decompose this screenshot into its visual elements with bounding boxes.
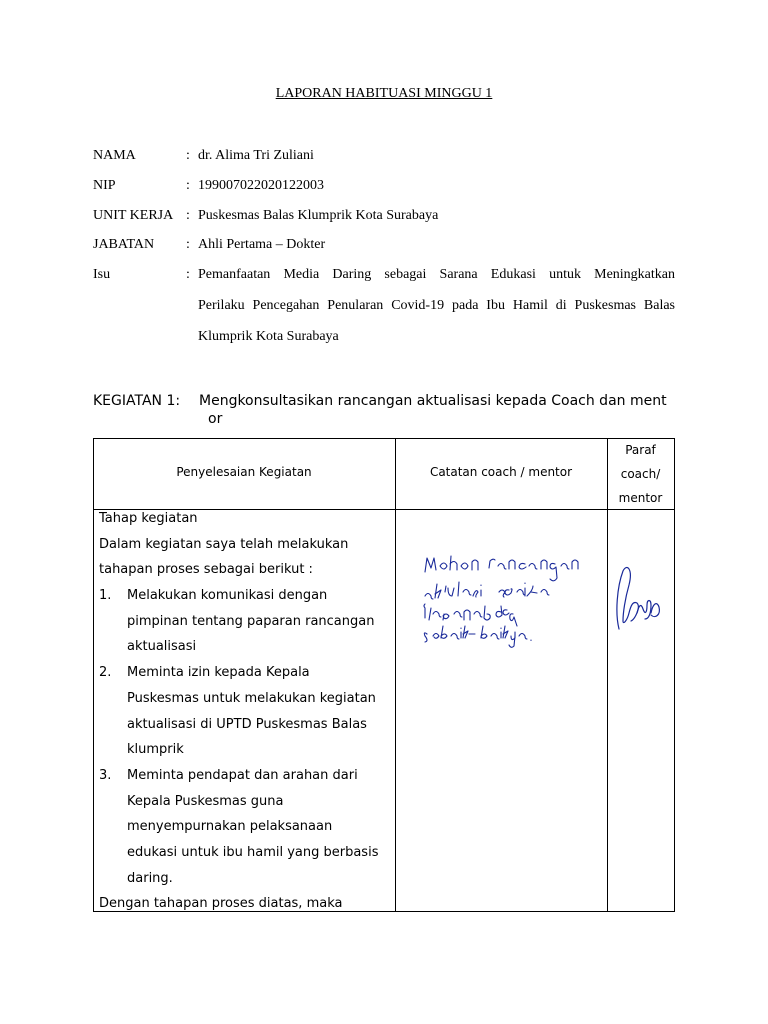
table-border xyxy=(395,438,396,912)
header-paraf-line: mentor xyxy=(618,491,663,505)
activity-table xyxy=(93,438,675,912)
kegiatan-title-continued: or xyxy=(208,411,223,427)
list-item-continued: Puskesmas untuk melakukan kegiatan xyxy=(127,690,376,706)
field-colon: : xyxy=(186,208,190,223)
field-value: dr. Alima Tri Zuliani xyxy=(198,148,314,163)
penyelesaian-text xyxy=(99,506,391,917)
body-line: tahapan proses sebagai berikut : xyxy=(99,562,313,578)
header-penyelesaian: Penyelesaian Kegiatan xyxy=(176,465,312,479)
list-item-continued: aktualisasi xyxy=(127,639,197,655)
kegiatan-title: Mengkonsultasikan rancangan aktualisasi kepada Coach dan ment xyxy=(199,393,667,409)
header-paraf xyxy=(607,438,674,510)
signature xyxy=(611,563,671,633)
field-label: NIP xyxy=(93,178,116,193)
field-label: JABATAN xyxy=(93,237,155,252)
isu-line: Perilaku Pencegahan Penularan Covid-19 pada Ibu Hamil di Puskesmas Balas xyxy=(198,298,675,313)
header-paraf-line: coach/ xyxy=(620,467,661,481)
field-value: Ahli Pertama – Dokter xyxy=(198,237,326,252)
list-text: Melakukan komunikasi dengan xyxy=(127,588,328,604)
field-label: Isu xyxy=(93,267,111,282)
table-border xyxy=(93,438,675,439)
list-number: 3. xyxy=(99,767,112,783)
list-item-continued: pimpinan tentang paparan rancangan xyxy=(127,613,375,629)
kegiatan-label: KEGIATAN 1: xyxy=(93,393,181,409)
body-line: Tahap kegiatan xyxy=(99,511,198,526)
body-line: Dalam kegiatan saya telah melakukan xyxy=(99,536,349,552)
field-value: Puskesmas Balas Klumprik Kota Surabaya xyxy=(198,208,439,223)
header-catatan: Catatan coach / mentor xyxy=(429,465,573,479)
table-border xyxy=(93,438,94,912)
list-item-continued: aktualisasi di UPTD Puskesmas Balas xyxy=(127,716,367,732)
list-item xyxy=(99,583,391,609)
field-colon: : xyxy=(186,267,190,282)
list-item xyxy=(99,660,391,686)
list-number: 2. xyxy=(99,665,112,681)
list-item-continued: menyempurnakan pelaksanaan xyxy=(127,819,333,835)
field-colon: : xyxy=(186,237,190,252)
list-item-continued: Kepala Puskesmas guna xyxy=(127,793,284,809)
field-colon: : xyxy=(186,148,190,163)
list-item-continued: edukasi untuk ibu hamil yang berbasis xyxy=(127,844,379,860)
list-text: Meminta pendapat dan arahan dari xyxy=(127,767,358,783)
field-value: 199007022020122003 xyxy=(198,178,324,193)
isu-line: Klumprik Kota Surabaya xyxy=(198,329,339,344)
list-item xyxy=(99,763,391,789)
list-number: 1. xyxy=(99,588,112,604)
field-colon: : xyxy=(186,178,190,193)
isu-line: Pemanfaatan Media Daring sebagai Sarana Edukasi untuk Meningkatkan xyxy=(198,267,675,282)
field-label: UNIT KERJA xyxy=(93,208,174,223)
table-border xyxy=(674,438,675,912)
field-label: NAMA xyxy=(93,148,136,163)
list-item-continued: daring. xyxy=(127,870,173,886)
closing-line: Dengan tahapan proses diatas, maka xyxy=(99,896,343,912)
handwritten-note xyxy=(421,548,581,658)
list-text: Meminta izin kepada Kepala xyxy=(127,665,310,681)
list-item-continued: klumprik xyxy=(127,742,184,758)
report-title: LAPORAN HABITUASI MINGGU 1 xyxy=(275,86,493,101)
header-paraf-line: Paraf xyxy=(625,443,656,457)
